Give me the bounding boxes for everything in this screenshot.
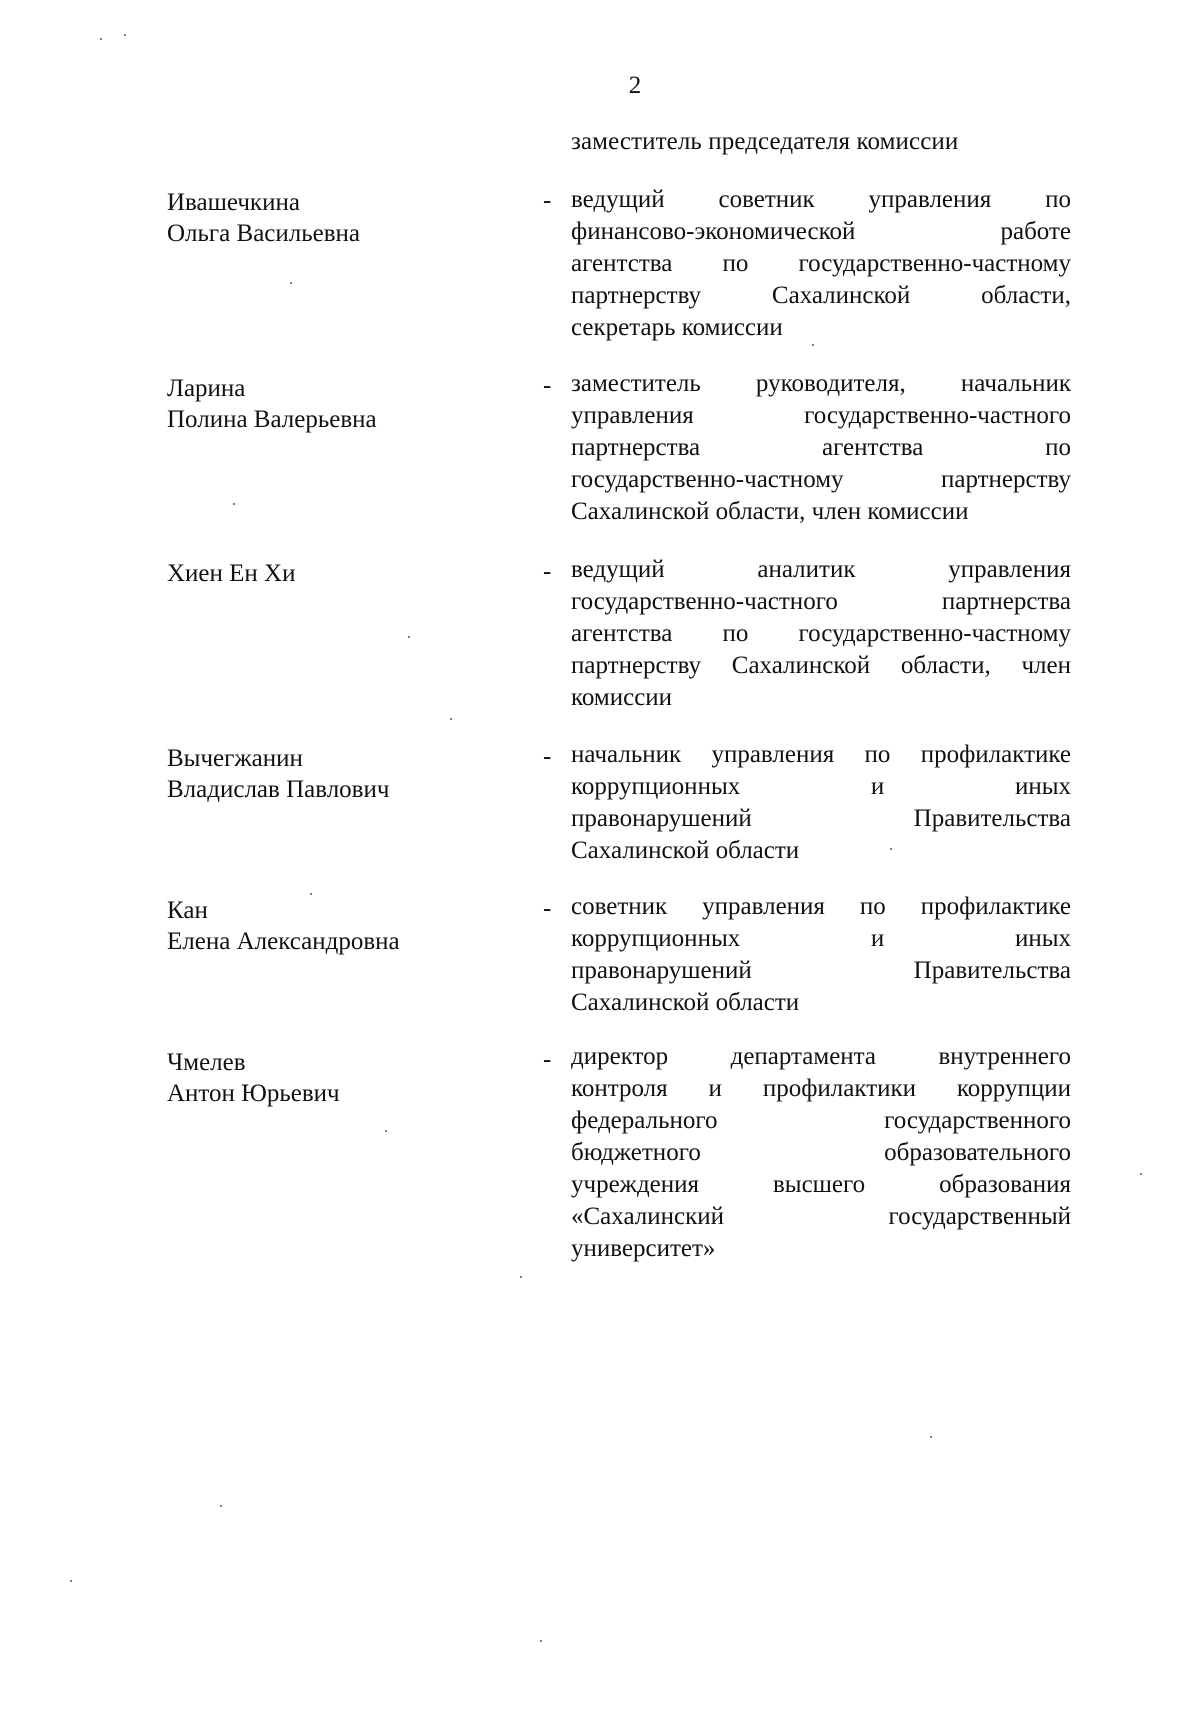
member-role-line: партнерству Сахалинской области, член [571,652,1071,679]
member-role-line: финансово-экономической работе [571,218,1071,245]
member-role-line: заместитель руководителя, начальник [571,370,1071,397]
member-role-line: бюджетного образовательного [571,1139,1071,1166]
dash-separator: - [543,558,552,585]
member-role-line: учреждения высшего образования [571,1171,1071,1198]
member-name-line: Владислав Павлович [167,776,390,803]
member-role-line: государственно-частному партнерству [571,466,1071,493]
scan-speck [385,1130,387,1132]
scan-speck [540,1640,542,1642]
member-name-line: Елена Александровна [167,928,400,955]
dash-separator: - [543,743,552,770]
member-role-line: Сахалинской области, член комиссии [571,498,969,525]
member-role-line: государственно-частного партнерства [571,588,1071,615]
scan-speck [890,848,892,850]
member-role-line: ведущий аналитик управления [571,556,1071,583]
dash-separator: - [543,372,552,399]
scan-speck [290,282,292,284]
member-role-line: директор департамента внутреннего [571,1043,1071,1070]
scan-speck [812,344,814,346]
member-role-line: федерального государственного [571,1107,1071,1134]
member-role-line: агентства по государственно-частному [571,620,1071,647]
member-role-line: начальник управления по профилактике [571,741,1071,768]
member-name-line: Ларина [167,375,246,402]
member-role-line: контроля и профилактики коррупции [571,1075,1071,1102]
member-name-line: Ольга Васильевна [167,220,361,247]
member-role-line: правонарушений Правительства [571,957,1071,984]
member-name [167,895,497,957]
member-role-line: Сахалинской области [571,837,800,864]
scan-speck [520,1276,522,1278]
member-role-line: управления государственно-частного [571,402,1071,429]
member-role-line: Сахалинской области [571,989,800,1016]
scan-speck [100,38,102,40]
page-number: 2 [628,72,642,99]
member-name [167,373,497,435]
scan-speck [1140,1173,1142,1175]
member-name-line: Вычегжанин [167,745,303,772]
dash-separator: - [543,895,552,922]
member-role-line: правонарушений Правительства [571,805,1071,832]
member-name [167,743,497,805]
member-role-line: университет» [571,1235,716,1262]
member-name [167,1047,497,1109]
member-name [167,558,497,589]
member-name-line: Чмелев [167,1049,246,1076]
scan-speck [310,893,312,895]
member-name-line: Полина Валерьевна [167,406,377,433]
member-name-line: Ивашечкина [167,189,300,216]
member-role-line: агентства по государственно-частному [571,250,1071,277]
scan-speck [70,1580,72,1582]
member-role-line: советник управления по профилактике [571,893,1071,920]
member-role-line: партнерству Сахалинской области, [571,282,1071,309]
scan-speck [450,718,452,720]
member-role-line: секретарь комиссии [571,314,783,341]
scan-speck [408,636,410,638]
scan-speck [220,1505,222,1507]
scan-speck [930,1436,932,1438]
member-role [571,184,1071,344]
member-role-line: партнерства агентства по [571,434,1071,461]
dash-separator: - [543,187,552,214]
member-role [571,554,1071,714]
member-role-line: комиссии [571,684,673,711]
continued-role-line: заместитель председателя комиссии [571,128,959,155]
member-name-line: Хиен Ен Хи [167,560,296,587]
scan-speck [124,34,126,36]
member-name [167,187,497,249]
member-role [571,739,1071,867]
member-role-line: «Сахалинский государственный [571,1203,1071,1230]
dash-separator: - [543,1046,552,1073]
member-role [571,368,1071,528]
member-role-line: коррупционных и иных [571,925,1071,952]
member-name-line: Антон Юрьевич [167,1080,340,1107]
member-name-line: Кан [167,897,208,924]
member-role [571,1041,1071,1265]
member-role-line: коррупционных и иных [571,773,1071,800]
member-role [571,891,1071,1019]
scan-speck [233,503,235,505]
member-role-line: ведущий советник управления по [571,186,1071,213]
